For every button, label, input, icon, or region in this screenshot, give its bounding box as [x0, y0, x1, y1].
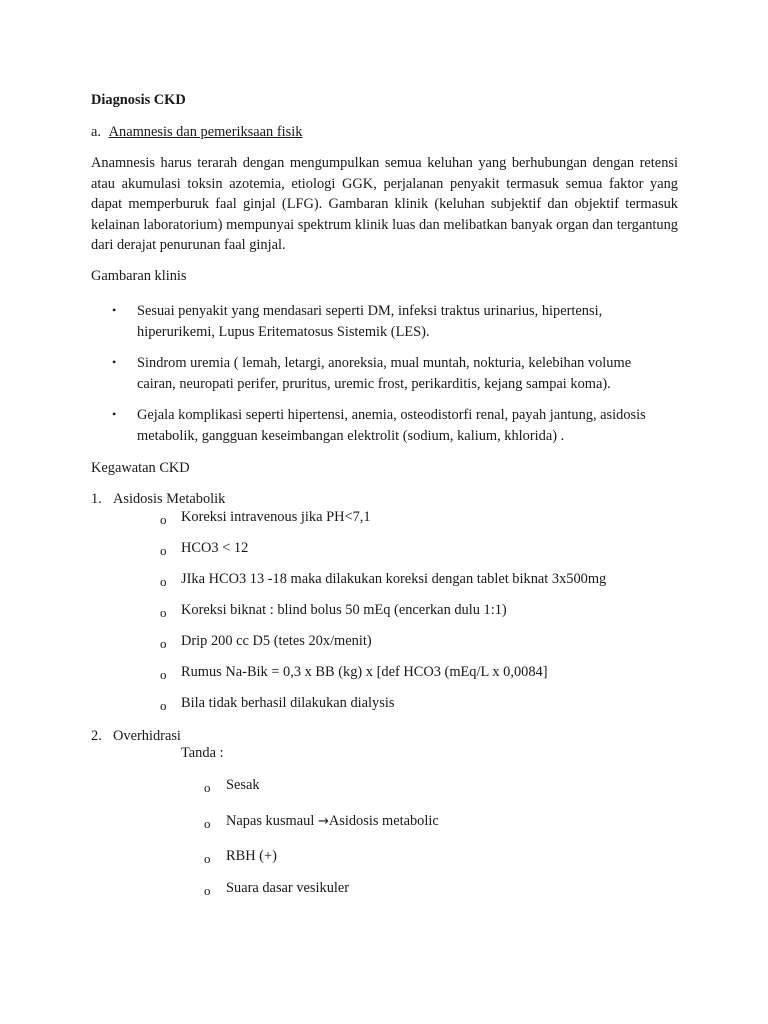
circle-bullet-icon: o	[204, 883, 211, 898]
circle-bullet-icon: o	[160, 605, 167, 620]
section-a-title: Anamnesis dan pemeriksaan fisik	[108, 124, 303, 140]
kegawatan-item-2-number: 2.	[91, 728, 102, 744]
gambaran-item-2	[137, 353, 677, 395]
asidosis-subitem-5: Drip 200 cc D5 (tetes 20x/menit)	[181, 633, 372, 649]
asidosis-subitem-2: HCO3 < 12	[181, 540, 249, 556]
kegawatan-heading: Kegawatan CKD	[91, 460, 190, 476]
gambaran-item-2-line-2: cairan, neuropati perifer, pruritus, uremic frost, perikarditis, kejang sampai koma).	[137, 376, 611, 392]
gambaran-item-1-line-2: hiperurikemi, Lupus Eritematosus Sistemik (LES).	[137, 324, 430, 340]
section-a-letter: a.	[91, 124, 101, 140]
document-title: Diagnosis CKD	[91, 92, 186, 108]
overhidrasi-subitem-3: RBH (+)	[226, 848, 277, 864]
asidosis-subitem-1: Koreksi intravenous jika PH<7,1	[181, 509, 371, 525]
gambaran-item-3-line-2: metabolik, gangguan keseimbangan elektrolit (sodium, kalium, khlorida) .	[137, 428, 565, 444]
gambaran-item-3	[137, 405, 677, 447]
gambaran-item-1	[137, 301, 677, 343]
kegawatan-item-2-label: Overhidrasi	[113, 728, 181, 744]
circle-bullet-icon: o	[160, 636, 167, 651]
section-a-heading	[91, 124, 302, 141]
gambaran-item-3-line-1: Gejala komplikasi seperti hipertensi, anemia, osteodistorfi renal, payah jantung, asidosis	[137, 407, 646, 423]
kegawatan-item-1-number: 1.	[91, 491, 102, 507]
asidosis-subitem-7: Bila tidak berhasil dilakukan dialysis	[181, 695, 395, 711]
gambaran-item-2-line-1: Sindrom uremia ( lemah, letargi, anoreksia, mual muntah, nokturia, kelebihan volume	[137, 355, 632, 371]
bullet-icon: •	[112, 407, 117, 421]
circle-bullet-icon: o	[160, 667, 167, 682]
overhidrasi-subitem-2-after: Asidosis metabolic	[328, 813, 439, 829]
circle-bullet-icon: o	[204, 780, 211, 795]
gambaran-heading: Gambaran klinis	[91, 268, 187, 284]
circle-bullet-icon: o	[160, 543, 167, 558]
asidosis-subitem-6: Rumus Na-Bik = 0,3 x BB (kg) x [def HCO3 (mEq/L x 0,0084]	[181, 664, 548, 680]
circle-bullet-icon: o	[204, 816, 211, 831]
asidosis-subitem-3: JIka HCO3 13 -18 maka dilakukan koreksi dengan tablet biknat 3x500mg	[181, 571, 607, 587]
gambaran-item-1-line-1: Sesuai penyakit yang mendasari seperti DM, infeksi traktus urinarius, hipertensi,	[137, 303, 603, 319]
asidosis-subitem-4: Koreksi biknat : blind bolus 50 mEq (encerkan dulu 1:1)	[181, 602, 507, 618]
overhidrasi-subitem-1: Sesak	[226, 777, 260, 793]
kegawatan-item-1-label: Asidosis Metabolik	[113, 491, 226, 507]
overhidrasi-subitem-2	[226, 813, 439, 830]
bullet-icon: •	[112, 355, 117, 369]
overhidrasi-subitem-2-text: Napas kusmaul	[226, 813, 318, 829]
right-arrow-icon: →	[317, 814, 329, 829]
circle-bullet-icon: o	[160, 698, 167, 713]
tanda-label: Tanda :	[181, 745, 224, 761]
anamnesis-paragraph: Anamnesis harus terarah dengan mengumpulkan semua keluhan yang berhubungan dengan retensi atau akumulasi toksin azotemia, etiologi GGK, perjalanan penyakit termasuk semua faktor yang dapat memperburuk faal ginjal (LFG). Gambaran klinik (keluhan subjektif dan objektif termasuk kelainan laboratorium) mempunyai spektrum klinik luas dan melibatkan banyak organ dan tergantung dari derajat penurunan faal ginjal.	[91, 155, 678, 254]
overhidrasi-subitem-4: Suara dasar vesikuler	[226, 880, 350, 896]
circle-bullet-icon: o	[204, 851, 211, 866]
circle-bullet-icon: o	[160, 574, 167, 589]
circle-bullet-icon: o	[160, 512, 167, 527]
bullet-icon: •	[112, 303, 117, 317]
